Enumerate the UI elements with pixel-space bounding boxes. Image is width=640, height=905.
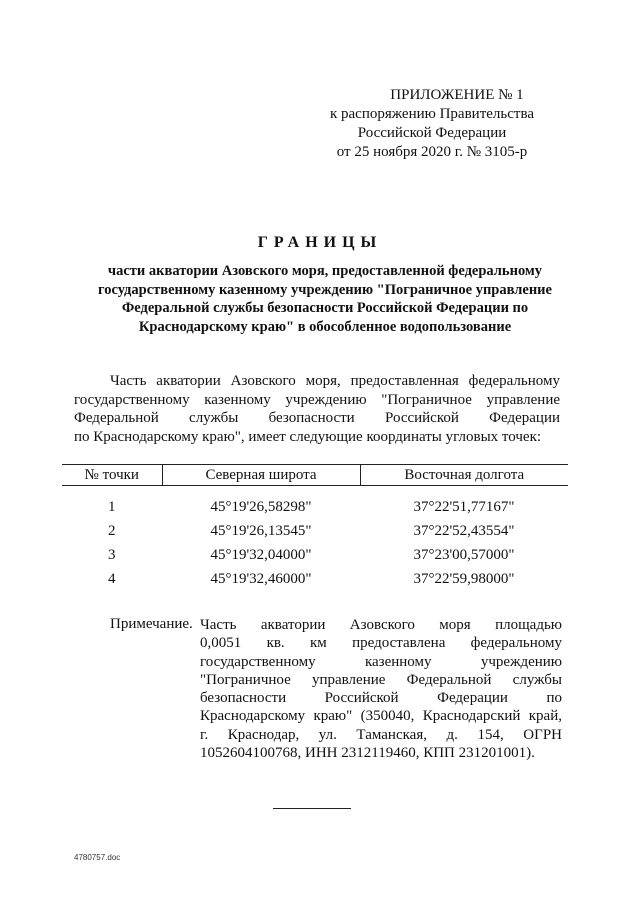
appendix-number: ПРИЛОЖЕНИЕ № 1 <box>390 87 524 103</box>
longitude-value: 37°22'59,98000" <box>413 570 515 587</box>
point-number: 3 <box>108 546 116 563</box>
note-line: "Пограничное управление Федеральной службы <box>200 671 562 688</box>
table-row <box>62 567 568 591</box>
header-point-number: № точки <box>62 465 162 486</box>
note-label: Примечание. <box>110 616 193 632</box>
file-reference: 4780757.doc <box>74 853 121 862</box>
document-subtitle <box>80 262 570 336</box>
note-line: 1052604100768, ИНН 2312119460, КПП 231201001). <box>200 745 535 762</box>
coordinates-table <box>62 464 568 591</box>
table-row <box>62 495 568 519</box>
longitude-value: 37°23'00,57000" <box>413 546 515 563</box>
longitude-value: 37°22'51,77167" <box>413 498 515 515</box>
note-line: государственному казенному учреждению <box>200 653 562 670</box>
document-title: ГРАНИЦЫ <box>257 234 383 251</box>
intro-line: Часть акватории Азовского моря, предоставленная федеральному <box>110 373 560 389</box>
table-row <box>62 519 568 543</box>
point-number: 1 <box>108 498 116 515</box>
point-number: 2 <box>108 522 116 539</box>
latitude-value: 45°19'32,46000" <box>210 570 312 587</box>
subtitle-line: части акватории Азовского моря, предоставленной федеральному <box>107 263 543 279</box>
note-text <box>200 616 562 762</box>
note-line: безопасности Российской Федерации по <box>200 690 562 707</box>
longitude-value: 37°22'52,43554" <box>413 522 515 539</box>
subtitle-line: государственному казенному учреждению "Пограничное управление <box>98 281 552 298</box>
latitude-value: 45°19'26,58298" <box>210 498 312 515</box>
table-row <box>62 543 568 567</box>
table-header-row <box>62 465 568 486</box>
note-line: Краснодарскому краю" (350040, Краснодарский край, <box>200 708 562 725</box>
appendix-date-line: от 25 ноября 2020 г. № 3105-р <box>336 144 528 160</box>
appendix-government-line: Российской Федерации <box>357 125 507 141</box>
subtitle-line: Федеральной службы безопасности Российской Федерации по <box>121 300 529 316</box>
note-line: г. Краснодар, ул. Таманская, д. 154, ОГРН <box>200 726 562 743</box>
header-east-longitude: Восточная долгота <box>360 465 568 486</box>
note-line: 0,0051 кв. км предоставлена федеральному <box>200 635 562 652</box>
subtitle-line: Краснодарскому краю" в обособленное водопользование <box>138 318 512 335</box>
intro-line: государственному казенному учреждению "Пограничное управление <box>74 391 560 408</box>
intro-line: Федеральной службы безопасности Российской Федерации <box>74 410 560 426</box>
header-north-latitude: Северная широта <box>162 465 360 486</box>
intro-paragraph <box>74 372 560 446</box>
latitude-value: 45°19'32,04000" <box>210 546 312 563</box>
intro-line: по Краснодарскому краю", имеет следующие координаты угловых точек: <box>74 428 542 445</box>
appendix-decree-line: к распоряжению Правительства <box>329 106 534 122</box>
latitude-value: 45°19'26,13545" <box>210 522 312 539</box>
note-line: Часть акватории Азовского моря площадью <box>200 617 562 633</box>
point-number: 4 <box>108 570 116 587</box>
appendix-header <box>312 86 552 162</box>
closing-divider <box>273 808 351 809</box>
